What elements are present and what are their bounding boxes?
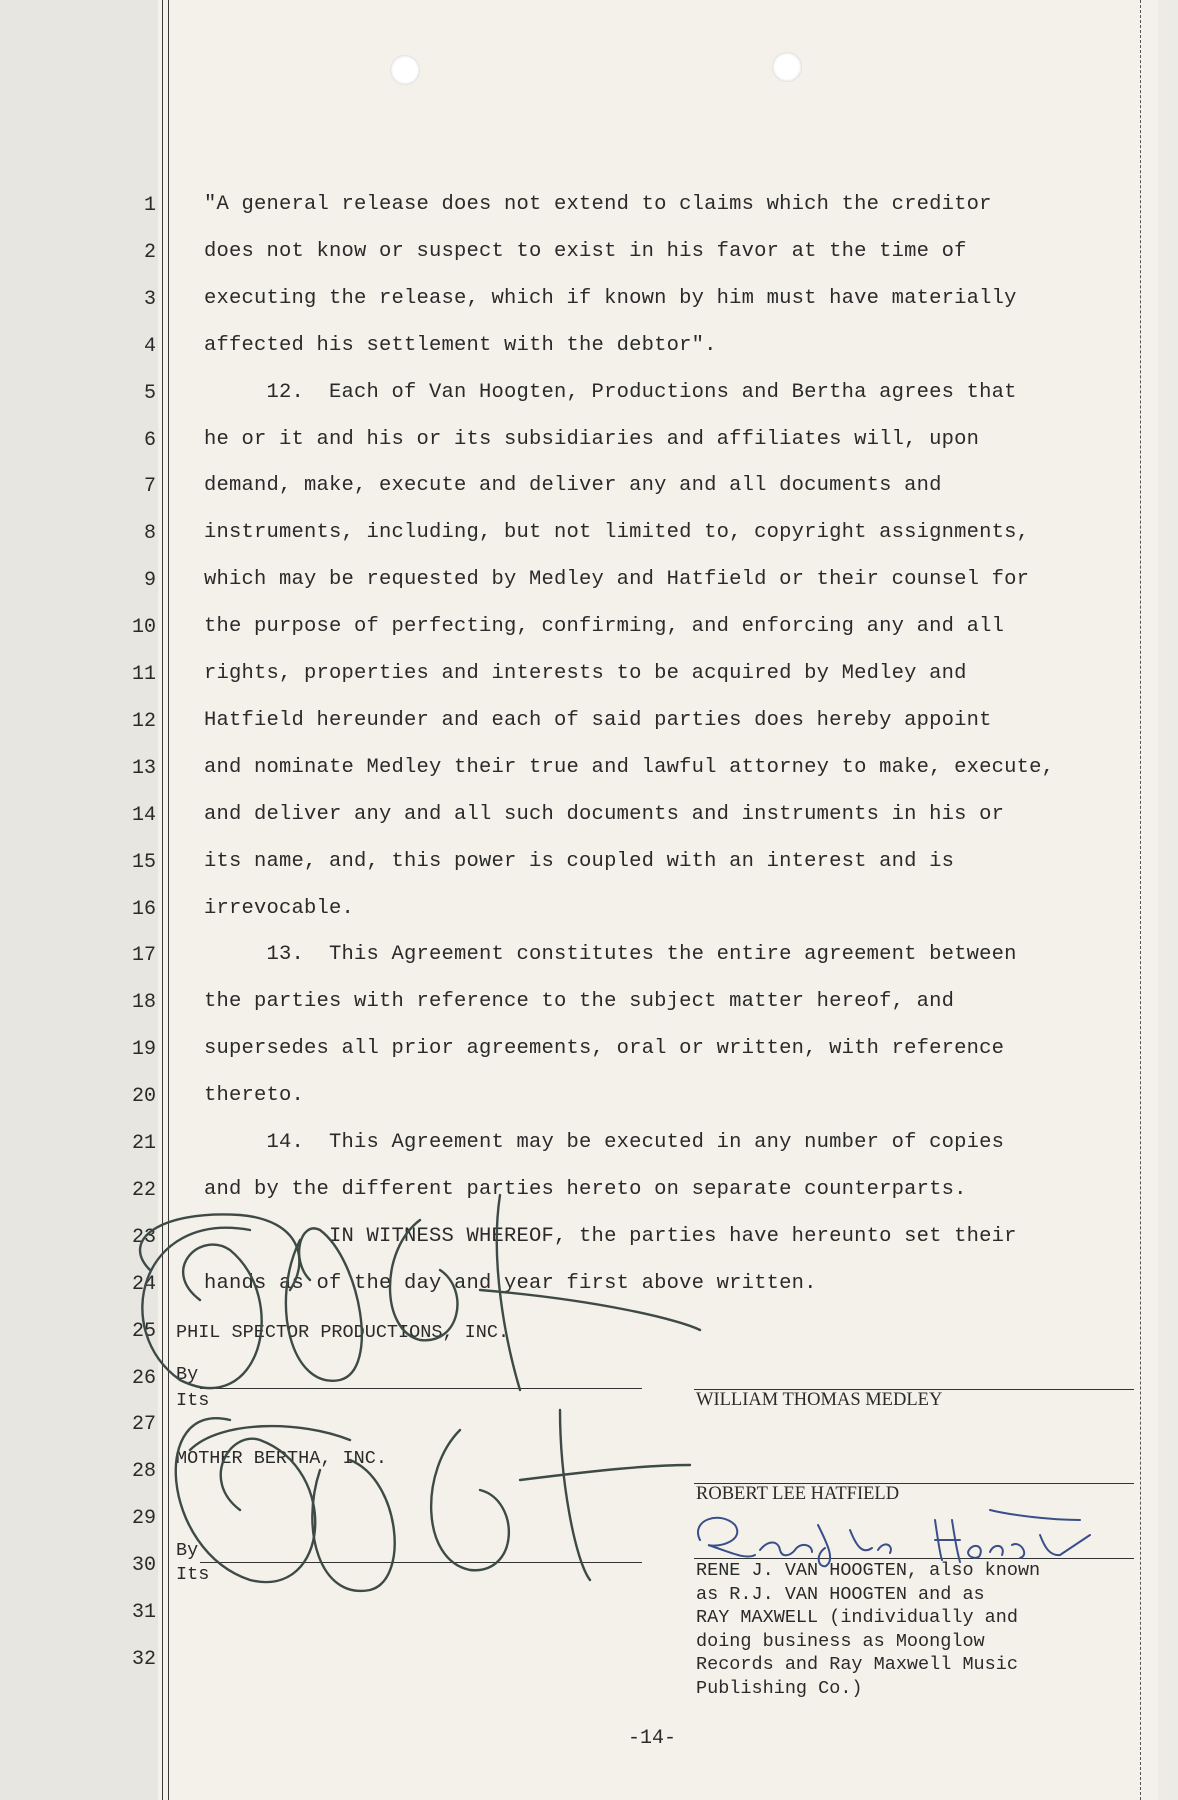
body-text-line: thereto. bbox=[204, 1084, 305, 1108]
line-number: 24 bbox=[131, 1272, 156, 1296]
body-text-line: hands as of the day and year first above written. bbox=[204, 1271, 817, 1295]
line-number: 29 bbox=[131, 1507, 156, 1531]
vanhoogten-line: doing business as Moonglow bbox=[696, 1630, 985, 1652]
signature-line-2 bbox=[200, 1562, 642, 1563]
line-number: 22 bbox=[131, 1178, 156, 1202]
line-number: 16 bbox=[131, 897, 156, 921]
line-number: 12 bbox=[131, 709, 156, 733]
line-number: 3 bbox=[143, 287, 156, 311]
line-number: 17 bbox=[131, 944, 156, 968]
body-text-line: irrevocable. bbox=[204, 896, 355, 920]
line-number: 14 bbox=[131, 803, 156, 827]
line-number: 9 bbox=[143, 569, 156, 593]
body-text-line: 13. This Agreement constitutes the entire agreement between bbox=[204, 943, 1017, 967]
body-text-line: does not know or suspect to exist in his favor at the time of bbox=[204, 239, 967, 263]
line-number: 25 bbox=[131, 1319, 156, 1343]
by-label-1: By bbox=[176, 1364, 199, 1385]
line-number: 21 bbox=[131, 1132, 156, 1155]
line-number: 5 bbox=[143, 381, 156, 405]
by-label-2: By bbox=[176, 1540, 199, 1561]
vanhoogten-line: RAY MAXWELL (individually and bbox=[696, 1607, 1018, 1628]
right-margin-rule bbox=[1140, 0, 1141, 1800]
line-number: 18 bbox=[131, 991, 156, 1015]
left-margin-rule-outer bbox=[162, 0, 163, 1800]
body-text-line: and nominate Medley their true and lawful attorney to make, execute, bbox=[204, 755, 1055, 779]
line-number: 8 bbox=[143, 522, 156, 546]
company-name-mother-bertha: MOTHER BERTHA, INC. bbox=[176, 1448, 387, 1469]
line-number: 13 bbox=[131, 756, 156, 780]
line-number: 11 bbox=[131, 663, 156, 686]
vanhoogten-line: as R.J. VAN HOOGTEN and as bbox=[696, 1583, 985, 1605]
line-number: 30 bbox=[131, 1554, 156, 1578]
company-name-phil-spector-productions: PHIL SPECTOR PRODUCTIONS, INC. bbox=[176, 1322, 510, 1343]
line-number: 28 bbox=[131, 1460, 156, 1484]
line-number: 6 bbox=[143, 428, 156, 452]
vanhoogten-line: Records and Ray Maxwell Music bbox=[696, 1654, 1018, 1675]
body-text-line: supersedes all prior agreements, oral or written, with reference bbox=[204, 1037, 1005, 1061]
body-text-line: 14. This Agreement may be executed in any number of copies bbox=[204, 1131, 1005, 1154]
line-number: 26 bbox=[131, 1366, 156, 1390]
body-text-line: its name, and, this power is coupled with an interest and is bbox=[204, 849, 955, 873]
punch-hole-left bbox=[390, 55, 420, 85]
body-text-line: 12. Each of Van Hoogten, Productions and Bertha agrees that bbox=[204, 380, 1017, 404]
body-text-line: instruments, including, but not limited to, copyright assignments, bbox=[204, 521, 1030, 545]
vanhoogten-line: RENE J. VAN HOOGTEN, also known bbox=[696, 1560, 1041, 1581]
line-number: 31 bbox=[131, 1601, 156, 1624]
body-text-line: the purpose of perfecting, confirming, and enforcing any and all bbox=[204, 615, 1005, 639]
line-number: 15 bbox=[131, 850, 156, 874]
body-text-line: demand, make, execute and deliver any and all documents and bbox=[204, 474, 942, 498]
body-text-line: "A general release does not extend to claims which the creditor bbox=[204, 193, 992, 216]
line-number: 10 bbox=[131, 616, 156, 640]
line-number: 1 bbox=[143, 194, 156, 217]
body-text-line: the parties with reference to the subject matter hereof, and bbox=[204, 990, 955, 1014]
body-text-line: which may be requested by Medley and Hatfield or their counsel for bbox=[204, 568, 1030, 592]
signature-line-1 bbox=[200, 1388, 642, 1389]
body-text-line: he or it and his or its subsidiaries and affiliates will, upon bbox=[204, 427, 980, 451]
body-text-line: executing the release, which if known by him must have materially bbox=[204, 286, 1017, 310]
line-number: 23 bbox=[131, 1225, 156, 1249]
its-label-2: Its bbox=[176, 1564, 210, 1585]
line-number: 7 bbox=[143, 475, 156, 499]
body-text-line: affected his settlement with the debtor". bbox=[204, 333, 717, 357]
line-number: 27 bbox=[131, 1413, 156, 1437]
body-text-line: and deliver any and all such documents and instruments in his or bbox=[204, 802, 1005, 826]
line-number: 4 bbox=[143, 334, 156, 358]
line-number: 19 bbox=[131, 1038, 156, 1062]
left-margin-rule-inner bbox=[168, 0, 169, 1800]
body-text-line: Hatfield hereunder and each of said parties does hereby appoint bbox=[204, 708, 992, 732]
body-text-line: IN WITNESS WHEREOF, the parties have hereunto set their bbox=[204, 1224, 1017, 1248]
line-number: 32 bbox=[131, 1647, 156, 1671]
signatory-medley: WILLIAM THOMAS MEDLEY bbox=[696, 1390, 943, 1410]
body-text-line: and by the different parties hereto on separate counterparts. bbox=[204, 1177, 967, 1201]
its-label-1: Its bbox=[176, 1390, 210, 1411]
body-text-line: rights, properties and interests to be acquired by Medley and bbox=[204, 662, 967, 685]
signature-line-vanhoogten bbox=[694, 1558, 1134, 1559]
page-number: -14- bbox=[628, 1727, 677, 1750]
vanhoogten-line: Publishing Co.) bbox=[696, 1677, 863, 1699]
line-number: 2 bbox=[143, 240, 156, 264]
punch-hole-right bbox=[772, 52, 802, 82]
signatory-hatfield: ROBERT LEE HATFIELD bbox=[696, 1484, 900, 1504]
line-number: 20 bbox=[131, 1085, 156, 1109]
